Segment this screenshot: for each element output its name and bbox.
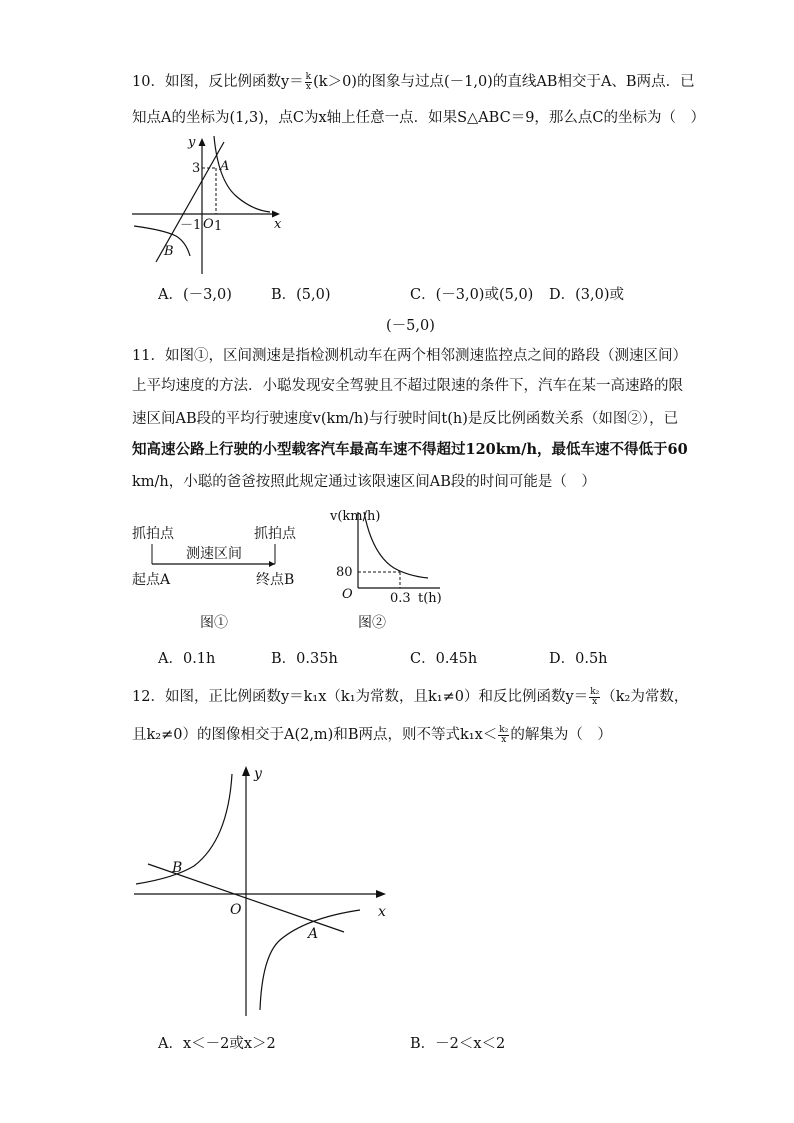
fig1-caption: 图① [200, 615, 228, 631]
q10-line-1 [132, 72, 695, 92]
fig2-v-label: v(km/h) [330, 509, 381, 524]
q12-y-label: y [254, 766, 262, 782]
fig2-caption: 图② [358, 615, 386, 631]
q10-three-label: 3 [192, 161, 201, 176]
q10-x-label: x [274, 217, 282, 232]
q10-y-label: y [188, 135, 196, 150]
q12-point-b-label: B [172, 860, 183, 876]
q12-text-d: 的解集为（ ） [510, 727, 612, 743]
fig1-right-top-label: 抓拍点 [254, 526, 296, 542]
q11-line-3: 速区间AB段的平均行驶速度v(km/h)与行驶时间t(h)是反比例函数关系（如图②），已 [132, 411, 679, 427]
q11-figure-2 [328, 504, 448, 608]
q12-graph [130, 760, 400, 1022]
q11-option-a: A．0.1h [158, 651, 216, 667]
q12-text-a: 12．如图，正比例函数y＝k₁x（k₁为常数，且k₁≠0）和反比例函数y＝ [132, 689, 589, 705]
q10-option-d-continued: (－5,0) [386, 318, 435, 334]
q12-option-b: B．－2＜x＜2 [410, 1036, 506, 1052]
fig2-eighty-label: 80 [336, 565, 353, 580]
q10-option-d: D．(3,0)或 [549, 287, 624, 303]
fig1-middle-label: 测速区间 [186, 546, 242, 562]
q11-line-5: km/h，小聪的爸爸按照此规定通过该限速区间AB段的时间可能是（ ） [132, 474, 596, 490]
q10-option-b: B．(5,0) [271, 287, 331, 303]
q11-line-1: 11．如图①，区间测速是指检测机动车在两个相邻测速监控点之间的路段（测速区间） [132, 348, 687, 364]
q11-figure-1 [130, 520, 310, 592]
q10-option-a: A．(－3,0) [158, 287, 232, 303]
q11-line-2: 上平均速度的方法．小聪发现安全驾驶且不超过限速的条件下，汽车在某一高速路的限 [132, 378, 683, 394]
fig1-right-bottom-label: 终点B [256, 572, 295, 588]
fig2-t-value-label: 0.3 [390, 591, 411, 606]
fig2-t-label: t(h) [418, 591, 442, 606]
q12-line-1 [132, 687, 688, 707]
q12-line-2 [132, 725, 612, 745]
fig1-left-top-label: 抓拍点 [132, 526, 174, 542]
q10-option-c: C．(－3,0)或(5,0) [410, 287, 534, 303]
q12-fraction-1: $\frac{\text{k₂}}{x}$ [590, 686, 600, 707]
q10-fraction: $\frac{k}{x}$ [305, 71, 312, 92]
q12-option-a: A．x＜－2或x＞2 [158, 1036, 276, 1052]
q11-option-b: B．0.35h [271, 651, 338, 667]
q11-line-4: 知高速公路上行驶的小型载客汽车最高车速不得超过120km/h，最低车速不得低于60 [132, 441, 688, 458]
q11-option-c: C．0.45h [410, 651, 478, 667]
q10-one-label: 1 [214, 219, 223, 234]
fig2-origin-label: O [342, 587, 353, 602]
q10-neg1-label: －1 [180, 218, 202, 233]
fig1-left-bottom-label: 起点A [132, 572, 171, 588]
q12-text-c: 且k₂≠0）的图像相交于A(2,m)和B两点，则不等式k₁x＜ [132, 727, 498, 743]
q10-point-b-label: B [164, 244, 174, 259]
q10-line-2: 知点A的坐标为(1,3)，点C为x轴上任意一点．如果S△ABC＝9，那么点C的坐标为（ ） [132, 110, 706, 126]
q10-text-a: 10．如图，反比例函数y＝ [132, 74, 304, 90]
q10-point-a-label: A [220, 159, 230, 174]
q12-fraction-2: $\frac{\text{k₂}}{x}$ [499, 724, 509, 745]
q10-origin-label: O [203, 217, 214, 232]
q12-point-a-label: A [308, 926, 319, 942]
q12-x-label: x [378, 904, 386, 920]
q10-graph [128, 130, 288, 278]
q12-origin-label: O [230, 902, 242, 918]
q12-text-b: （k₂为常数， [601, 689, 689, 705]
q10-text-b: (k＞0)的图象与过点(－1,0)的直线AB相交于A、B两点．已 [313, 74, 695, 90]
q11-option-d: D．0.5h [549, 651, 608, 667]
